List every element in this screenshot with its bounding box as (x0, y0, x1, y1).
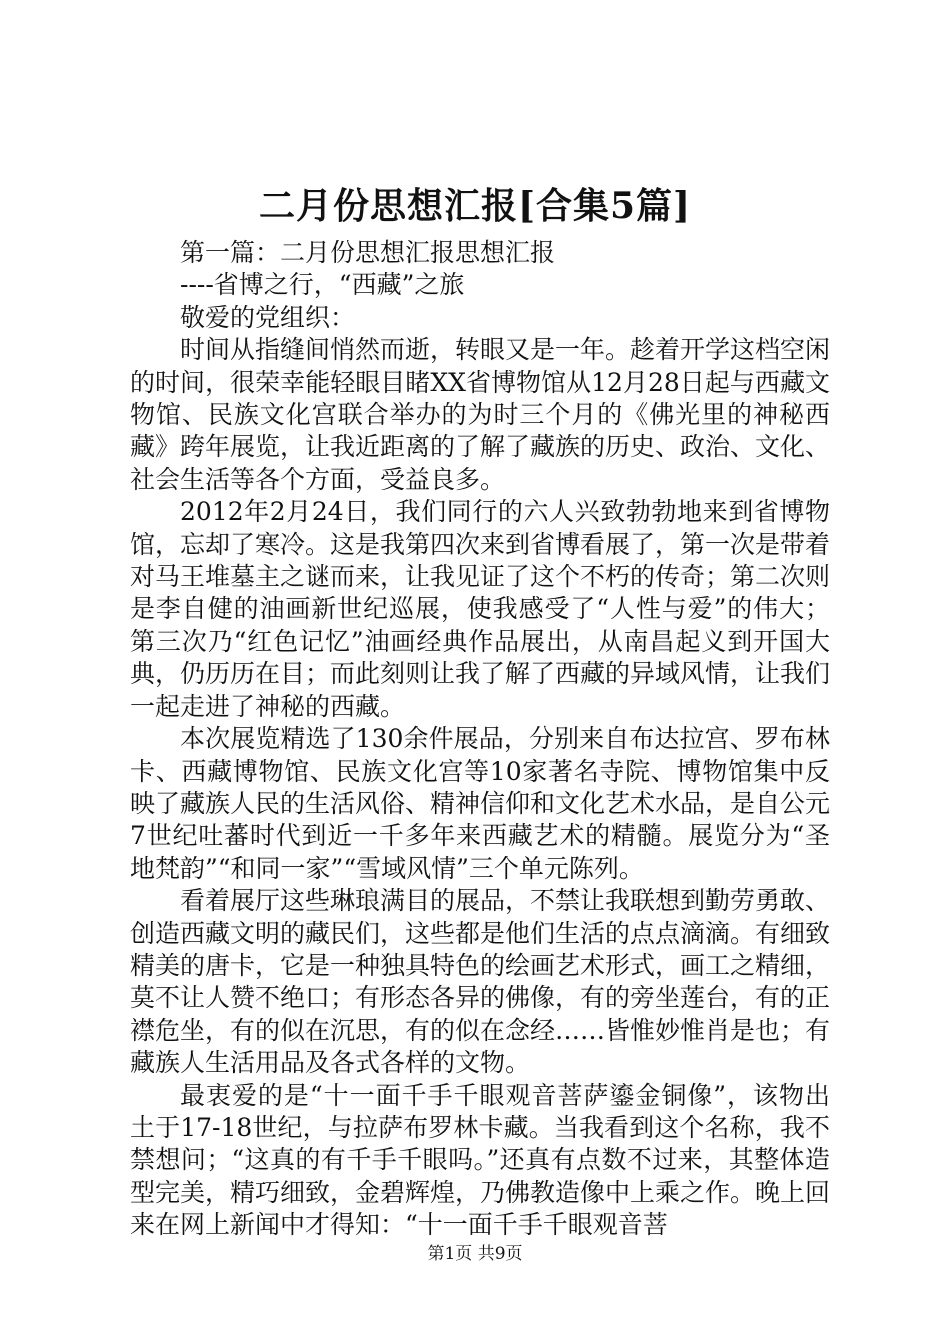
section-subtitle: ----省博之行，“西藏”之旅 (180, 270, 465, 300)
paragraph: 2012年2月24日，我们同行的六人兴致勃勃地来到省博物馆，忘却了寒冷。这是我第四次来到省博看展了，第一次是带着对马王堆墓主之谜而来，让我见证了这个不朽的传奇；第二次则是李自健的油画新世纪巡展，使我感受了“人性与爱”的伟大；第三次乃“红色记忆”油画经典作品展出，从南昌起义到开国大典，仍历历在目；而此刻则让我了解了西藏的异域风情，让我们一起走进了神秘的西藏。 (130, 497, 831, 721)
document-body (130, 237, 830, 1242)
paragraph: 时间从指缝间悄然而逝，转眼又是一年。趁着开学这档空闲的时间，很荣幸能轻眼目睹XX省博物馆从12月28日起与西藏文物馆、民族文化宫联合举办的为时三个月的《佛光里的神秘西藏》跨年展览，让我近距离的了解了藏族的历史、政治、文化、社会生活等各个方面，受益良多。 (130, 335, 831, 494)
paragraph: 本次展览精选了130余件展品，分别来自布达拉宫、罗布林卡、西藏博物馆、民族文化宫等10家著名寺院、博物馆集中反映了藏族人民的生活风俗、精神信仰和文化艺术水品，是自公元7世纪吐蕃时代到近一千多年来西藏艺术的精髓。展览分为“圣地梵韵”“和同一家”“雪域风情”三个单元陈列。 (130, 724, 831, 883)
paragraph: 看着展厅这些琳琅满目的展品，不禁让我联想到勤劳勇敢、创造西藏文明的藏民们，这些都是他们生活的点点滴滴。有细致精美的唐卡，它是一种独具特色的绘画艺术形式，画工之精细，莫不让人赞不绝口；有形态各异的佛像，有的旁坐莲台，有的正襟危坐，有的似在沉思，有的似在念经……皆惟妙惟肖是也；有藏族人生活用品及各式各样的文物。 (130, 886, 831, 1078)
page-number-footer: 第1页 共9页 (427, 1244, 523, 1264)
salutation: 敬爱的党组织： (180, 302, 356, 332)
section-heading: 第一篇：二月份思想汇报思想汇报 (180, 238, 556, 267)
paragraph: 最衷爱的是“十一面千手千眼观音菩萨鎏金铜像”，该物出土于17-18世纪，与拉萨布罗林卡藏。当我看到这个名称，我不禁想问；“这真的有千手千眼吗。”还真有点数不过来，其整体造型完美，精巧细致，金碧辉煌，乃佛教造像中上乘之作。晚上回来在网上新闻中才得知：“十一面千手千眼观音菩 (130, 1080, 831, 1240)
document-title: 二月份思想汇报[合集5篇] (258, 185, 692, 227)
